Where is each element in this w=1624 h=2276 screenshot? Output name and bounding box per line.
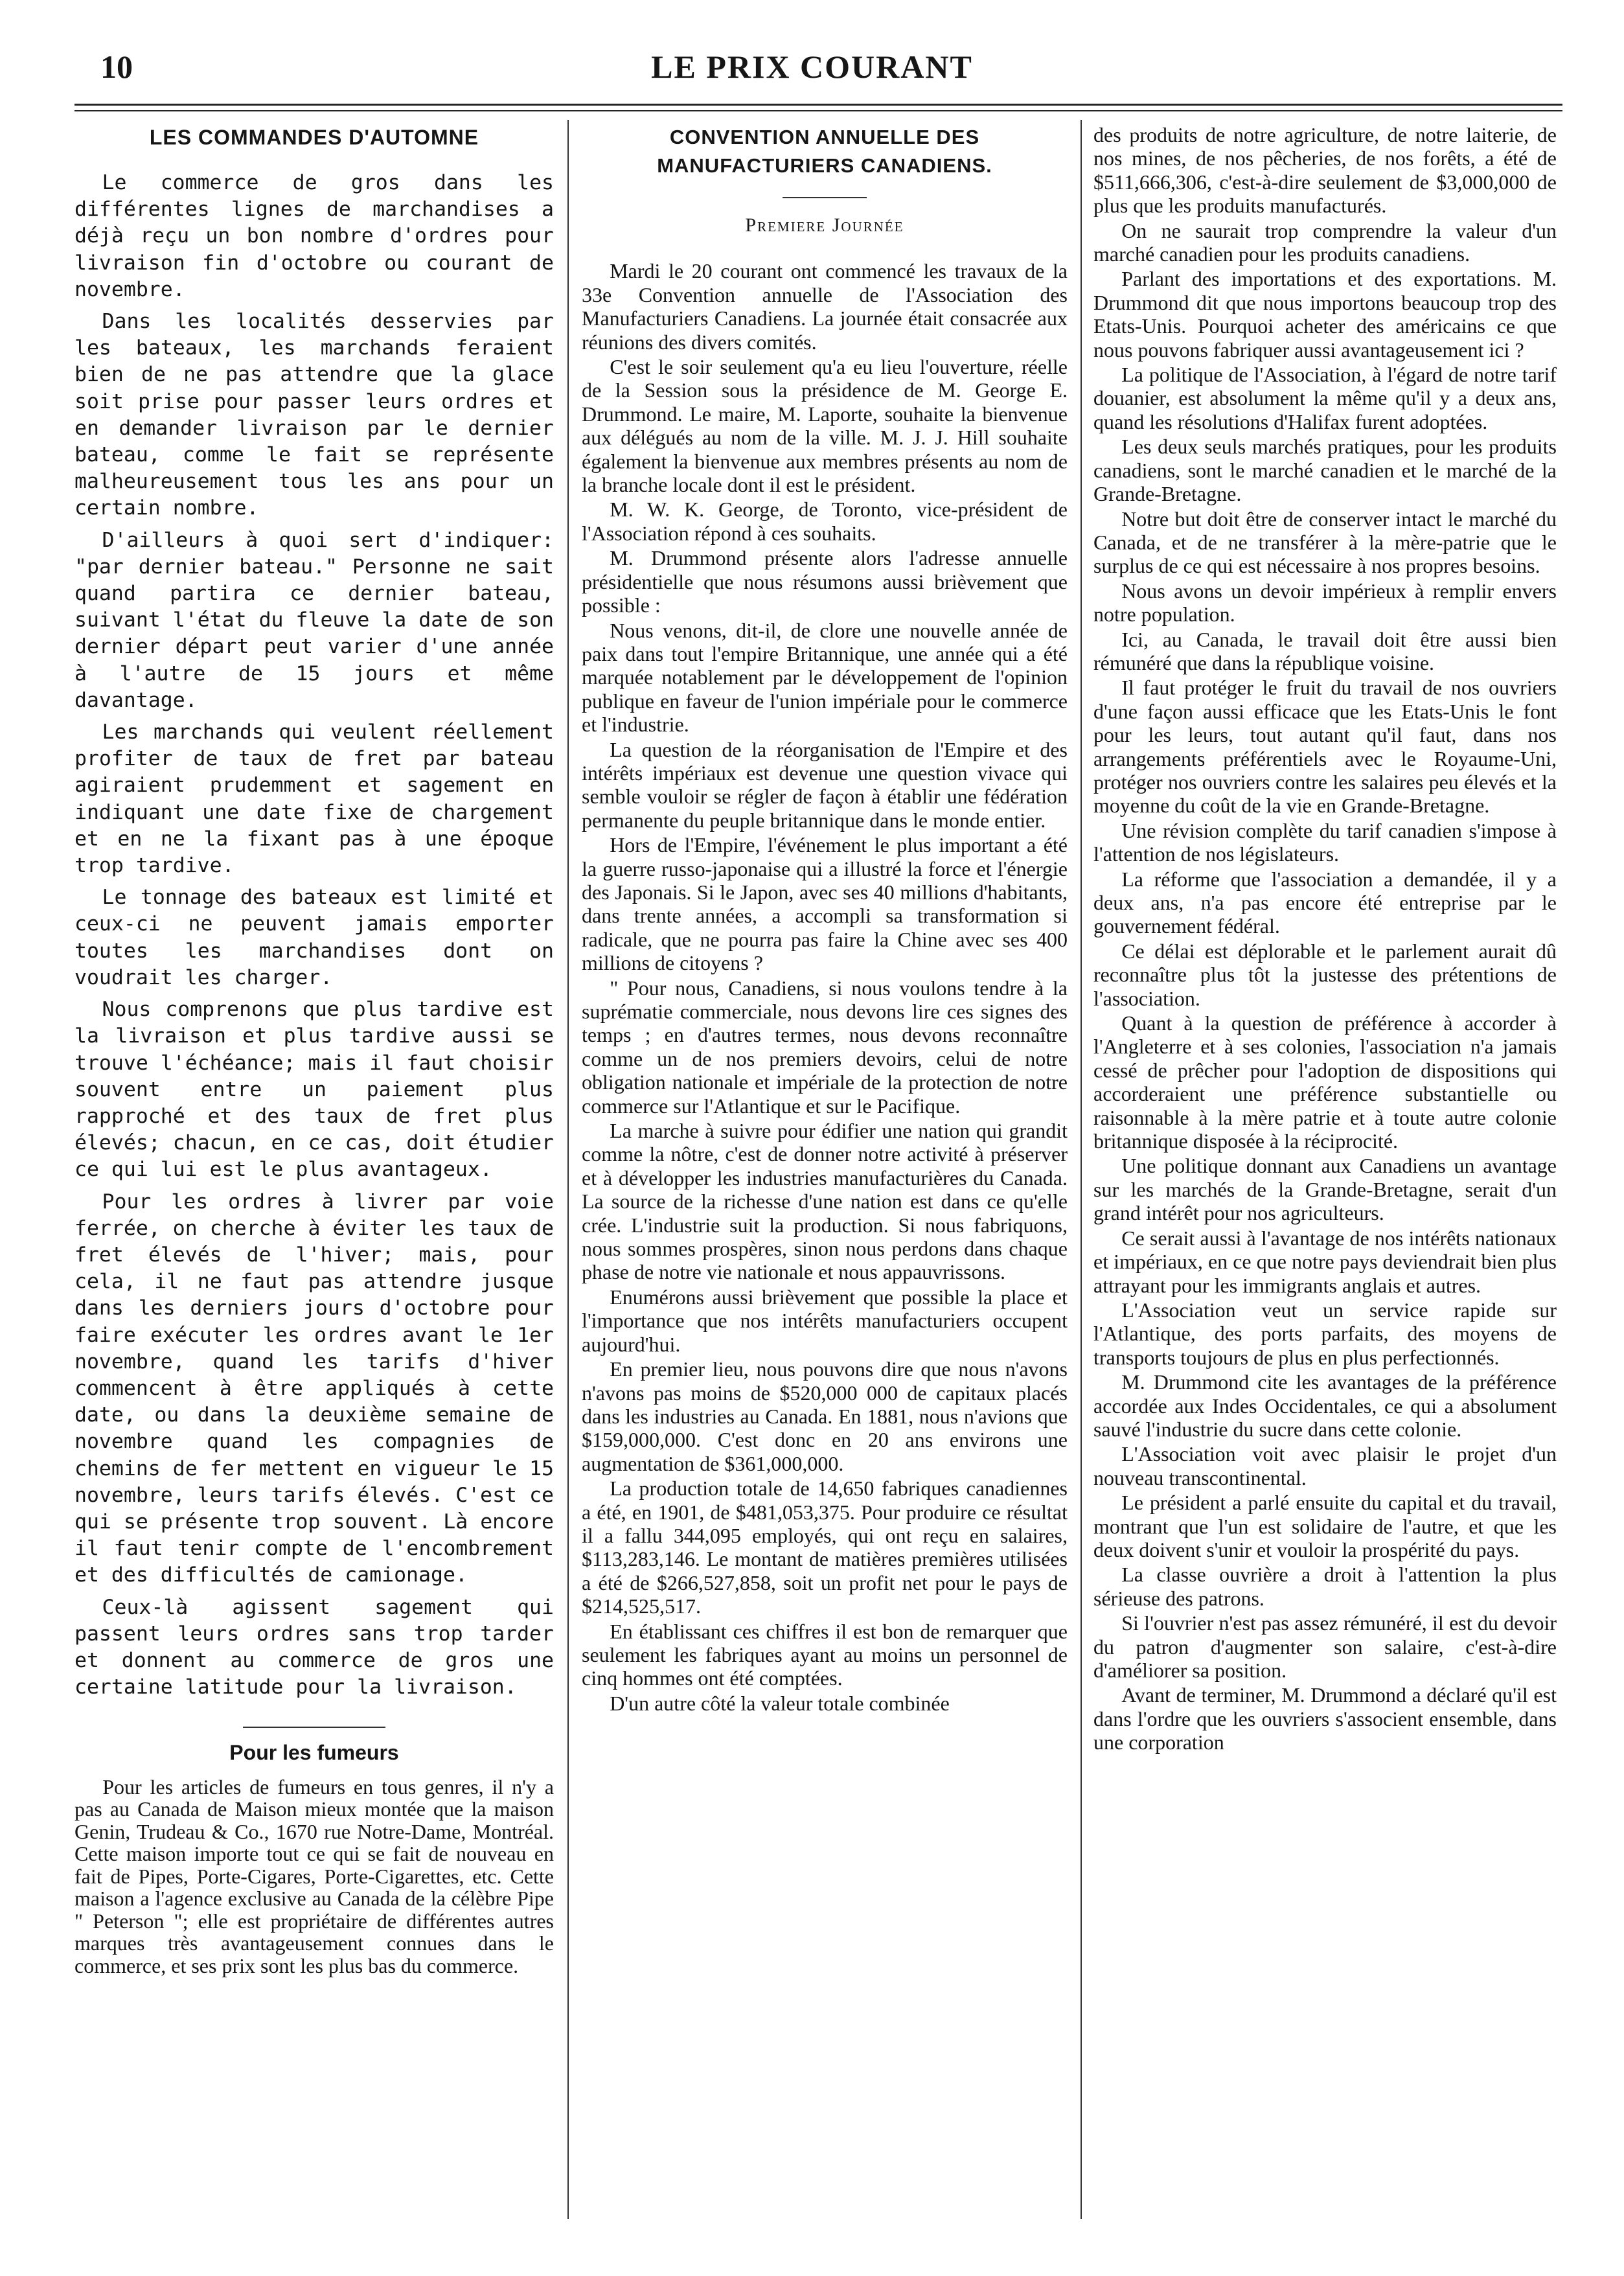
paragraph: Pour les ordres à livrer par voie ferrée, on cherche à éviter les taux de fret élevés de l'hiver; mais, pour cela, il ne faut pas attendre jusque dans les derniers jours d'octobre pour faire exécuter les ordres avant le 1er novembre, quand les tarifs d'hiver commencent à être appliqués à cette date, ou dans la deuxième semaine de novembre quand les compagnies de chemins de fer mettent en vigueur le 15 novembre, leurs tarifs élevés. C'est ce qui se présente trop souvent. Là encore il faut tenir compte de l'encombrement et des difficultés de camionage.	[74, 1190, 554, 1587]
paragraph: des produits de notre agriculture, de notre laiterie, de nos mines, de nos pêcheries, de nos forêts, a été de $511,666,306, c'est-à-dire seulement de $3,000,000 de plus que les produits manufacturés.	[1093, 123, 1557, 218]
paragraph: La marche à suivre pour édifier une nation qui grandit comme la nôtre, c'est de donner notre activité à préserver et à développer les industries manufacturières du Canada. La source de la richesse d'une nation est dans ce qu'elle crée. L'industrie suit la production. Si nous fabriquons, nous sommes prospères, sinon nous perdons dans chaque phase de notre vie nationale et nous appauvrissons.	[582, 1119, 1068, 1284]
paragraph: Les deux seuls marchés pratiques, pour les produits canadiens, sont le marché canadien et le marché de la Grande-Bretagne.	[1093, 435, 1557, 506]
paragraph: La classe ouvrière a droit à l'attention la plus sérieuse des patrons.	[1093, 1563, 1557, 1610]
paragraph: Si l'ouvrier n'est pas assez rémunéré, il est du devoir du patron d'augmenter son salaire, c'est-à-dire d'améliorer sa position.	[1093, 1611, 1557, 1682]
article-body-smokers	[74, 1776, 554, 1977]
paragraph: Ce délai est déplorable et le parlement aurait dû reconnaître plus tôt la justesse des prétentions de l'association.	[1093, 939, 1557, 1010]
paragraph: D'ailleurs à quoi sert d'indiquer: "par dernier bateau." Personne ne sait quand partira ce dernier bateau, suivant l'état du fleuve la date de son dernier départ peut varier d'une année à l'autre de 15 jours et même davantage.	[74, 528, 554, 712]
paragraph: La politique de l'Association, à l'égard de notre tarif douanier, est absolument la même qu'il y a deux ans, quand les résolutions d'Halifax furent adoptées.	[1093, 363, 1557, 433]
paragraph: D'un autre côté la valeur totale combinée	[610, 1691, 950, 1715]
article-body-autumn-orders	[74, 170, 554, 1701]
paragraph: M. Drummond présente alors l'adresse annuelle présidentielle que nous résumons aussi brièvement que possible :	[582, 546, 1068, 617]
paragraph: Le président a parlé ensuite du capital et du travail, montrant que l'un est solidaire de l'autre, et que les deux doivent s'unir et vouloir la prospérité du pays.	[1093, 1491, 1557, 1561]
paragraph: Hors de l'Empire, l'événement le plus important a été la guerre russo-japonaise qui a illustré la force et l'énergie des Japonais. Si le Japon, avec ses 40 millions d'habitants, dans trente années, a accompli sa transformation si radicale, que ne pourra pas faire la Chine avec ses 400 millions de citoyens ?	[582, 833, 1068, 975]
paragraph: Mardi le 20 courant ont commencé les travaux de la 33e Convention annuelle de l'Association des Manufacturiers Canadiens. La journée était consacrée aux réunions des divers comités.	[582, 259, 1068, 354]
paragraph: Ce serait aussi à l'avantage de nos intérêts nationaux et impériaux, en ce que notre pays deviendrait bien plus attrayant pour les immigrants anglais et autres.	[1093, 1226, 1557, 1297]
masthead-title: LE PRIX COURANT	[651, 49, 973, 85]
paragraph: Il faut protéger le fruit du travail de nos ouvriers d'une façon aussi efficace que les Etats-Unis le font pour les leurs, tout autant qu'il faut, dans nos arrangements préférentiels avec le Royaume-Uni, protéger nos ouvriers contre les salaires peu élevés et la moyenne du coût de la vie en Grande-Bretagne.	[1093, 676, 1557, 818]
paragraph: En premier lieu, nous pouvons dire que nous n'avons n'avons pas moins de $520,000 000 de capitaux placés dans les industries au Canada. En 1881, nous n'avions que $159,000,000. C'est donc en 20 ans environs une augmentation de $361,000,000.	[582, 1357, 1068, 1475]
paragraph: Ici, au Canada, le travail doit être aussi bien rémunéré que dans la république voisine.	[1093, 627, 1557, 674]
page-number: 10	[100, 49, 133, 85]
article-body-convention	[582, 259, 1068, 1715]
article-heading-autumn-orders: LES COMMANDES D'AUTOMNE	[149, 126, 479, 149]
paragraph: Pour les articles de fumeurs en tous genres, il n'y a pas au Canada de Maison mieux montée que la maison Genin, Trudeau & Co., 1670 rue Notre-Dame, Montréal. Cette maison importe tout ce qui se fait de nouveau en fait de Pipes, Porte-Cigares, Porte-Cigarettes, etc. Cette maison a l'agence exclusive au Canada de la célèbre Pipe " Peterson "; elle est propriétaire de différentes autres marques très avantageusement connues dans le commerce, et ses prix sont les plus bas du commerce.	[74, 1775, 554, 1977]
paragraph: Le tonnage des bateaux est limité et ceux-ci ne peuvent jamais emporter toutes les marchandises dont on voudrait les charger.	[74, 886, 554, 989]
paragraph: Nous venons, dit-il, de clore une nouvelle année de paix dans tout l'empire Britannique, une année qui a été marquée notablement par le développement de l'opinion publique en faveur de l'union impériale pour le commerce et l'industrie.	[582, 618, 1068, 737]
paragraph: En établissant ces chiffres il est bon de remarquer que seulement les fabriques ayant au moins un personnel de cinq hommes ont été comptées.	[582, 1619, 1068, 1690]
paragraph: C'est le soir seulement qu'a eu lieu l'ouverture, réelle de la Session sous la présidence de M. George E. Drummond. Le maire, M. Laporte, souhaite la bienvenue aux délégués au nom de la ville. M. J. J. Hill souhaite également la bienvenue aux membres présents au nom de la branche locale dont il est le président.	[582, 355, 1068, 497]
paragraph: " Pour nous, Canadiens, si nous voulons tendre à la suprématie commerciale, nous devons lire ces signes des temps ; en d'autres termes, nous devons reconnaître comme un de nos premiers devoirs, celui de notre obligation nationale et impériale de la protection de notre commerce sur l'Atlantique et sur le Pacifique.	[582, 976, 1068, 1118]
column-left	[74, 123, 554, 2235]
paragraph: On ne saurait trop comprendre la valeur d'un marché canadien pour les produits canadiens.	[1093, 218, 1557, 266]
paragraph: La réforme que l'association a demandée, il y a deux ans, n'a pas encore été entreprise par le gouvernement fédéral.	[1093, 867, 1557, 938]
paragraph: M. Drummond cite les avantages de la préférence accordée aux Indes Occidentales, ce qui a absolument sauvé l'industrie du sucre dans cette colonie.	[1093, 1370, 1557, 1441]
paragraph: Parlant des importations et des exportations. M. Drummond dit que nous importons beaucoup trop des Etats-Unis. Pourquoi acheter des américains ce que nous pouvons fabriquer aussi avantageusement ici ?	[1093, 267, 1557, 362]
paragraph: Enumérons aussi brièvement que possible la place et l'importance que nos intérêts manufacturiers occupent aujourd'hui.	[582, 1285, 1068, 1356]
article-subheading-first-day: Premiere Journée	[745, 214, 904, 236]
paragraph: Ceux-là agissent sagement qui passent leurs ordres sans trop tarder et donnent au commerce de gros une certaine latitude pour la livraison.	[74, 1595, 554, 1699]
paragraph: Notre but doit être de conserver intact le marché du Canada, et de ne transférer à la mère-patrie que le surplus de ce qui est nécessaire à nos propres besoins.	[1093, 507, 1557, 578]
paragraph: Nous avons un devoir impérieux à remplir envers notre population.	[1093, 579, 1557, 626]
paragraph: Une politique donnant aux Canadiens un avantage sur les marchés de la Grande-Bretagne, serait d'un grand intérêt pour nos agriculteurs.	[1093, 1154, 1557, 1225]
column-right	[1093, 123, 1557, 2235]
section-separator	[243, 1727, 385, 1728]
article-body-convention-continued	[1093, 123, 1557, 1754]
article-heading-smokers: Pour les fumeurs	[229, 1741, 399, 1765]
paragraph: L'Association veut un service rapide sur l'Atlantique, des ports parfaits, des moyens de transports toujours de plus en plus perfectionnés.	[1093, 1298, 1557, 1369]
paragraph: L'Association voit avec plaisir le projet d'un nouveau transcontinental.	[1093, 1442, 1557, 1489]
paragraph: M. W. K. George, de Toronto, vice-président de l'Association répond à ces souhaits.	[582, 498, 1068, 545]
column-divider-1	[567, 120, 569, 2219]
paragraph: Nous comprenons que plus tardive est la livraison et plus tardive aussi se trouve l'échéance; mais il faut choisir souvent entre un paiement plus rapproché et des taux de fret plus élevés; chacun, en ce cas, doit étudier ce qui lui est le plus avantageux.	[74, 998, 554, 1182]
paragraph: Le commerce de gros dans les différentes lignes de marchandises a déjà reçu un bon nombre d'ordres pour livraison fin d'octobre ou courant de novembre.	[74, 171, 554, 301]
heading-rule	[783, 197, 867, 198]
paragraph: Dans les localités desservies par les bateaux, les marchands feraient bien de ne pas attendre que la glace soit prise pour passer leurs ordres et en demander livraison par le dernier bateau, comme le fait se représente malheureusement tous les ans pour un certain nombre.	[74, 310, 554, 520]
paragraph: La production totale de 14,650 fabriques canadiennes a été, en 1901, de $481,053,375. Pour produire ce résultat il a fallu 344,095 employés, qui ont reçu en salaires, $113,283,146. Le montant de matières premières utilisées a été de $266,527,858, soit un profit net pour le pays de $214,525,517.	[582, 1477, 1068, 1618]
article-heading-convention: CONVENTION ANNUELLE DES MANUFACTURIERS CANADIENS.	[657, 126, 992, 177]
paragraph: Les marchands qui veulent réellement profiter de taux de fret par bateau agiraient prudemment et sagement en indiquant une date fixe de chargement et en ne la fixant pas à une époque trop tardive.	[74, 720, 554, 878]
paragraph: Avant de terminer, M. Drummond a déclaré qu'il est dans l'ordre que les ouvriers s'associent ensemble, dans une corporation	[1093, 1683, 1557, 1754]
paragraph: La question de la réorganisation de l'Empire et des intérêts impériaux est devenue une question vivace qui semble vouloir se régler de façon à établir une fédération permanente du peuple britannique dans le monde entier.	[582, 737, 1068, 832]
paragraph: Une révision complète du tarif canadien s'impose à l'attention de nos législateurs.	[1093, 818, 1557, 866]
column-middle	[582, 123, 1068, 2235]
paragraph: Quant à la question de préférence à accorder à l'Angleterre et à ses colonies, l'association n'a jamais cessé de prêcher pour l'adoption de dispositions qui accorderaient une préférence substantielle ou raisonnable à la mère patrie et à toute autre colonie britannique disposée à la réciprocité.	[1093, 1011, 1557, 1153]
column-divider-2	[1081, 120, 1082, 2219]
header-rule-thin	[74, 110, 1562, 111]
header-rule	[74, 104, 1562, 106]
